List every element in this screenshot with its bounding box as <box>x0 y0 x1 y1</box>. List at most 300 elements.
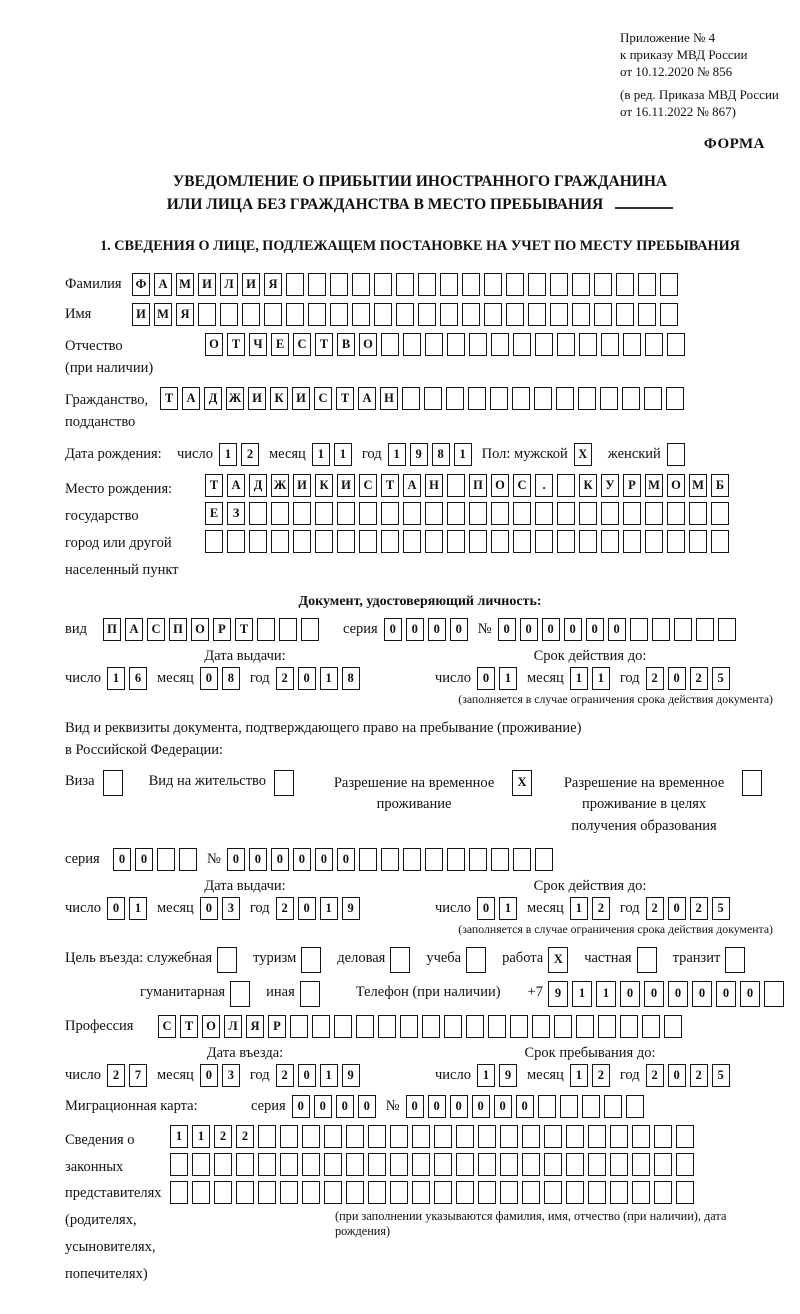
cell[interactable]: 1 <box>499 897 517 920</box>
cell[interactable] <box>630 618 648 641</box>
cell[interactable]: 1 <box>454 443 472 466</box>
cell[interactable] <box>500 1125 518 1148</box>
cell[interactable]: Т <box>336 387 354 410</box>
cell[interactable] <box>418 303 436 326</box>
cell[interactable] <box>566 1153 584 1176</box>
cell[interactable]: 1 <box>570 1064 588 1087</box>
identity-issue-day-cells[interactable] <box>107 667 151 690</box>
cell[interactable] <box>696 618 714 641</box>
cell[interactable]: Н <box>380 387 398 410</box>
cell[interactable]: Ж <box>271 474 289 497</box>
cell[interactable] <box>513 848 531 871</box>
cell[interactable] <box>192 1153 210 1176</box>
residence-valid-day-cells[interactable] <box>477 897 521 920</box>
cell[interactable]: А <box>182 387 200 410</box>
cell[interactable] <box>346 1153 364 1176</box>
cell[interactable] <box>412 1125 430 1148</box>
residence-issue-day-cells[interactable] <box>107 897 151 920</box>
cell[interactable]: 0 <box>692 981 712 1007</box>
cell[interactable]: 0 <box>113 848 131 871</box>
doc-seriya-cells[interactable] <box>384 618 472 641</box>
cell[interactable]: 1 <box>499 667 517 690</box>
cell[interactable]: Л <box>224 1015 242 1038</box>
residence-valid-year-cells[interactable] <box>646 897 734 920</box>
cell[interactable]: 0 <box>292 1095 310 1118</box>
cell[interactable] <box>301 947 321 973</box>
cell[interactable] <box>257 618 275 641</box>
cell[interactable] <box>346 1125 364 1148</box>
cell[interactable] <box>642 1015 660 1038</box>
cell[interactable] <box>644 387 662 410</box>
cell[interactable] <box>446 387 464 410</box>
identity-valid-month-cells[interactable] <box>570 667 614 690</box>
cell[interactable] <box>402 387 420 410</box>
cell[interactable] <box>594 303 612 326</box>
cell[interactable] <box>594 273 612 296</box>
cell[interactable] <box>242 303 260 326</box>
cell[interactable] <box>535 848 553 871</box>
sex-female-checkbox[interactable] <box>667 443 689 466</box>
cell[interactable] <box>330 303 348 326</box>
cell[interactable]: И <box>337 474 355 497</box>
cell[interactable] <box>623 502 641 525</box>
cell[interactable] <box>378 1015 396 1038</box>
sex-male-checkbox[interactable] <box>574 443 596 466</box>
cell[interactable] <box>572 273 590 296</box>
cell[interactable] <box>214 1153 232 1176</box>
cell[interactable] <box>654 1153 672 1176</box>
cell[interactable]: П <box>469 474 487 497</box>
cell[interactable] <box>718 618 736 641</box>
cell[interactable] <box>645 502 663 525</box>
cell[interactable]: О <box>667 474 685 497</box>
cell[interactable]: 1 <box>107 667 125 690</box>
cell[interactable]: О <box>191 618 209 641</box>
cell[interactable]: 0 <box>520 618 538 641</box>
cell[interactable] <box>588 1125 606 1148</box>
cell[interactable] <box>412 1181 430 1204</box>
cell[interactable] <box>170 1153 188 1176</box>
stay-day-cells[interactable] <box>477 1064 521 1087</box>
cell[interactable] <box>170 1181 188 1204</box>
cell[interactable] <box>293 502 311 525</box>
cell[interactable] <box>418 273 436 296</box>
cell[interactable] <box>560 1095 578 1118</box>
residence-issue-year-cells[interactable] <box>276 897 364 920</box>
cell[interactable]: 1 <box>170 1125 188 1148</box>
cell[interactable]: 0 <box>298 667 316 690</box>
cell[interactable]: 2 <box>236 1125 254 1148</box>
cell[interactable]: 0 <box>620 981 640 1007</box>
cell[interactable] <box>566 1125 584 1148</box>
cell[interactable] <box>711 502 729 525</box>
cell[interactable]: 0 <box>227 848 245 871</box>
cell[interactable]: В <box>337 333 355 356</box>
edu-permit-checkbox[interactable] <box>742 770 766 796</box>
cell[interactable]: 0 <box>135 848 153 871</box>
cell[interactable]: 0 <box>668 667 686 690</box>
cell[interactable]: 0 <box>472 1095 490 1118</box>
cell[interactable] <box>381 530 399 553</box>
cell[interactable]: 0 <box>608 618 626 641</box>
cell[interactable] <box>578 387 596 410</box>
cell[interactable] <box>588 1153 606 1176</box>
cell[interactable] <box>478 1153 496 1176</box>
cell[interactable] <box>522 1125 540 1148</box>
cell[interactable] <box>557 530 575 553</box>
cell[interactable]: 1 <box>192 1125 210 1148</box>
purpose-business-checkbox[interactable] <box>390 947 414 973</box>
cell[interactable]: 3 <box>222 897 240 920</box>
cell[interactable] <box>403 530 421 553</box>
cell[interactable]: И <box>292 387 310 410</box>
cell[interactable]: 2 <box>646 667 664 690</box>
cell[interactable]: 0 <box>298 897 316 920</box>
migration-card-number-cells[interactable] <box>406 1095 648 1118</box>
cell[interactable] <box>274 770 294 796</box>
cell[interactable] <box>264 303 282 326</box>
purpose-humanitarian-checkbox[interactable] <box>230 981 254 1007</box>
cell[interactable] <box>469 848 487 871</box>
cell[interactable] <box>689 502 707 525</box>
cell[interactable] <box>689 530 707 553</box>
residence-valid-month-cells[interactable] <box>570 897 614 920</box>
cell[interactable] <box>513 333 531 356</box>
cell[interactable] <box>337 502 355 525</box>
cell[interactable] <box>368 1181 386 1204</box>
cell[interactable]: 5 <box>712 1064 730 1087</box>
cell[interactable] <box>598 1015 616 1038</box>
cell[interactable] <box>512 387 530 410</box>
cell[interactable] <box>300 981 320 1007</box>
cell[interactable] <box>236 1153 254 1176</box>
cell[interactable]: А <box>358 387 376 410</box>
cell[interactable]: 0 <box>740 981 760 1007</box>
cell[interactable] <box>616 303 634 326</box>
cell[interactable] <box>198 303 216 326</box>
cell[interactable]: 5 <box>712 897 730 920</box>
cell[interactable] <box>588 1181 606 1204</box>
cell[interactable]: 2 <box>241 443 259 466</box>
cell[interactable] <box>469 333 487 356</box>
cell[interactable] <box>179 848 197 871</box>
cell[interactable]: 1 <box>570 667 588 690</box>
cell[interactable] <box>334 1015 352 1038</box>
cell[interactable]: 0 <box>406 1095 424 1118</box>
cell[interactable] <box>667 443 685 466</box>
purpose-private-checkbox[interactable] <box>637 947 661 973</box>
cell[interactable]: К <box>579 474 597 497</box>
cell[interactable] <box>293 530 311 553</box>
cell[interactable]: 0 <box>450 618 468 641</box>
cell[interactable]: О <box>205 333 223 356</box>
cell[interactable]: 2 <box>592 897 610 920</box>
cell[interactable]: 2 <box>690 1064 708 1087</box>
cell[interactable]: О <box>359 333 377 356</box>
cell[interactable]: З <box>227 502 245 525</box>
cell[interactable]: 9 <box>410 443 428 466</box>
cell[interactable]: Р <box>268 1015 286 1038</box>
cell[interactable]: 0 <box>200 897 218 920</box>
cell[interactable] <box>620 1015 638 1038</box>
representatives-row2-cells[interactable] <box>170 1153 775 1176</box>
cell[interactable]: 1 <box>320 897 338 920</box>
cell[interactable] <box>466 1015 484 1038</box>
cell[interactable] <box>214 1181 232 1204</box>
residence-issue-month-cells[interactable] <box>200 897 244 920</box>
cell[interactable] <box>390 1153 408 1176</box>
cell[interactable]: 2 <box>276 897 294 920</box>
cell[interactable] <box>447 530 465 553</box>
cell[interactable] <box>535 530 553 553</box>
birth-year-cells[interactable] <box>388 443 476 466</box>
cell[interactable] <box>601 333 619 356</box>
cell[interactable] <box>556 387 574 410</box>
entry-day-cells[interactable] <box>107 1064 151 1087</box>
cell[interactable]: 0 <box>271 848 289 871</box>
cell[interactable]: С <box>359 474 377 497</box>
cell[interactable] <box>279 618 297 641</box>
cell[interactable]: 1 <box>572 981 592 1007</box>
cell[interactable] <box>352 303 370 326</box>
cell[interactable] <box>528 303 546 326</box>
cell[interactable]: 1 <box>570 897 588 920</box>
purpose-work-checkbox[interactable] <box>548 947 572 973</box>
cell[interactable] <box>579 502 597 525</box>
cell[interactable]: Ч <box>249 333 267 356</box>
cell[interactable]: И <box>242 273 260 296</box>
cell[interactable] <box>324 1125 342 1148</box>
cell[interactable]: 9 <box>499 1064 517 1087</box>
cell[interactable]: X <box>512 770 532 796</box>
cell[interactable] <box>236 1181 254 1204</box>
cell[interactable] <box>302 1181 320 1204</box>
cell[interactable] <box>652 618 670 641</box>
cell[interactable] <box>478 1125 496 1148</box>
cell[interactable] <box>286 303 304 326</box>
cell[interactable]: 0 <box>406 618 424 641</box>
visa-checkbox[interactable] <box>103 770 127 796</box>
cell[interactable] <box>576 1015 594 1038</box>
cell[interactable] <box>469 530 487 553</box>
cell[interactable] <box>660 273 678 296</box>
cell[interactable] <box>271 502 289 525</box>
cell[interactable] <box>290 1015 308 1038</box>
cell[interactable] <box>500 1153 518 1176</box>
purpose-other-checkbox[interactable] <box>300 981 324 1007</box>
cell[interactable] <box>308 273 326 296</box>
cell[interactable] <box>544 1153 562 1176</box>
cell[interactable]: 1 <box>477 1064 495 1087</box>
cell[interactable]: 1 <box>320 1064 338 1087</box>
residence-number-cells[interactable] <box>227 848 557 871</box>
cell[interactable]: 1 <box>388 443 406 466</box>
cell[interactable] <box>550 273 568 296</box>
cell[interactable]: 7 <box>129 1064 147 1087</box>
cell[interactable] <box>456 1153 474 1176</box>
cell[interactable]: Р <box>623 474 641 497</box>
cell[interactable] <box>324 1153 342 1176</box>
cell[interactable] <box>280 1125 298 1148</box>
cell[interactable] <box>572 303 590 326</box>
cell[interactable] <box>579 333 597 356</box>
cell[interactable]: П <box>103 618 121 641</box>
cell[interactable]: Е <box>205 502 223 525</box>
cell[interactable] <box>522 1153 540 1176</box>
cell[interactable] <box>396 303 414 326</box>
cell[interactable] <box>632 1153 650 1176</box>
cell[interactable] <box>381 848 399 871</box>
cell[interactable] <box>217 947 237 973</box>
cell[interactable]: 0 <box>477 667 495 690</box>
cell[interactable] <box>301 618 319 641</box>
cell[interactable]: 0 <box>314 1095 332 1118</box>
cell[interactable] <box>513 502 531 525</box>
cell[interactable] <box>557 474 575 497</box>
cell[interactable]: С <box>147 618 165 641</box>
cell[interactable] <box>742 770 762 796</box>
firstname-cells[interactable] <box>132 303 682 326</box>
cell[interactable] <box>637 947 657 973</box>
cell[interactable] <box>601 502 619 525</box>
cell[interactable]: 0 <box>200 667 218 690</box>
cell[interactable] <box>488 1015 506 1038</box>
cell[interactable] <box>579 530 597 553</box>
cell[interactable] <box>638 273 656 296</box>
cell[interactable]: С <box>314 387 332 410</box>
cell[interactable]: И <box>293 474 311 497</box>
cell[interactable] <box>374 303 392 326</box>
cell[interactable] <box>258 1125 276 1148</box>
cell[interactable] <box>330 273 348 296</box>
cell[interactable] <box>654 1181 672 1204</box>
cell[interactable]: М <box>689 474 707 497</box>
purpose-tourism-checkbox[interactable] <box>301 947 325 973</box>
cell[interactable] <box>192 1181 210 1204</box>
cell[interactable] <box>666 387 684 410</box>
cell[interactable] <box>667 502 685 525</box>
cell[interactable]: П <box>169 618 187 641</box>
cell[interactable] <box>544 1181 562 1204</box>
cell[interactable] <box>535 333 553 356</box>
cell[interactable]: 2 <box>592 1064 610 1087</box>
cell[interactable]: Я <box>264 273 282 296</box>
cell[interactable] <box>286 273 304 296</box>
cell[interactable] <box>440 303 458 326</box>
cell[interactable]: Л <box>220 273 238 296</box>
surname-cells[interactable] <box>132 273 682 296</box>
cell[interactable] <box>632 1181 650 1204</box>
cell[interactable]: 1 <box>592 667 610 690</box>
cell[interactable] <box>484 303 502 326</box>
temp-permit-checkbox[interactable] <box>512 770 536 796</box>
phone-cells[interactable] <box>548 981 788 1007</box>
cell[interactable] <box>359 502 377 525</box>
cell[interactable]: Я <box>176 303 194 326</box>
cell[interactable] <box>535 502 553 525</box>
cell[interactable]: 0 <box>384 618 402 641</box>
cell[interactable] <box>258 1181 276 1204</box>
cell[interactable] <box>308 303 326 326</box>
cell[interactable] <box>258 1153 276 1176</box>
cell[interactable]: 1 <box>334 443 352 466</box>
cell[interactable] <box>645 530 663 553</box>
cell[interactable]: 9 <box>342 1064 360 1087</box>
cell[interactable]: Е <box>271 333 289 356</box>
cell[interactable]: 8 <box>432 443 450 466</box>
cell[interactable] <box>447 474 465 497</box>
cell[interactable]: 1 <box>596 981 616 1007</box>
cell[interactable] <box>390 1125 408 1148</box>
cell[interactable]: 2 <box>690 897 708 920</box>
cell[interactable] <box>302 1153 320 1176</box>
cell[interactable]: Т <box>315 333 333 356</box>
cell[interactable] <box>381 502 399 525</box>
cell[interactable] <box>610 1153 628 1176</box>
cell[interactable] <box>645 333 663 356</box>
cell[interactable]: 0 <box>337 848 355 871</box>
cell[interactable] <box>456 1125 474 1148</box>
cell[interactable]: 0 <box>494 1095 512 1118</box>
cell[interactable]: 0 <box>293 848 311 871</box>
cell[interactable] <box>447 848 465 871</box>
purpose-transit-checkbox[interactable] <box>725 947 749 973</box>
cell[interactable] <box>664 1015 682 1038</box>
cell[interactable] <box>280 1153 298 1176</box>
birthplace-row3-cells[interactable] <box>205 530 775 553</box>
cell[interactable] <box>220 303 238 326</box>
cell[interactable] <box>538 1095 556 1118</box>
cell[interactable]: Т <box>227 333 245 356</box>
cell[interactable] <box>638 303 656 326</box>
cell[interactable] <box>491 848 509 871</box>
cell[interactable] <box>425 333 443 356</box>
cell[interactable] <box>667 333 685 356</box>
cell[interactable] <box>447 333 465 356</box>
doc-number-cells[interactable] <box>498 618 740 641</box>
cell[interactable]: С <box>513 474 531 497</box>
cell[interactable] <box>359 530 377 553</box>
cell[interactable] <box>484 273 502 296</box>
cell[interactable] <box>490 387 508 410</box>
cell[interactable]: Д <box>249 474 267 497</box>
representatives-row3-cells[interactable] <box>170 1181 775 1204</box>
cell[interactable] <box>374 273 392 296</box>
cell[interactable] <box>491 530 509 553</box>
cell[interactable] <box>280 1181 298 1204</box>
cell[interactable] <box>368 1125 386 1148</box>
cell[interactable] <box>381 333 399 356</box>
cell[interactable]: X <box>574 443 592 466</box>
cell[interactable]: 0 <box>668 1064 686 1087</box>
cell[interactable] <box>725 947 745 973</box>
cell[interactable]: Т <box>235 618 253 641</box>
cell[interactable] <box>711 530 729 553</box>
doc-kind-cells[interactable] <box>103 618 323 641</box>
cell[interactable]: У <box>601 474 619 497</box>
cell[interactable] <box>600 387 618 410</box>
entry-month-cells[interactable] <box>200 1064 244 1087</box>
cell[interactable]: 0 <box>516 1095 534 1118</box>
cell[interactable] <box>315 530 333 553</box>
cell[interactable] <box>513 530 531 553</box>
cell[interactable]: 0 <box>315 848 333 871</box>
cell[interactable] <box>623 530 641 553</box>
cell[interactable] <box>444 1015 462 1038</box>
cell[interactable]: Б <box>711 474 729 497</box>
identity-issue-year-cells[interactable] <box>276 667 364 690</box>
cell[interactable] <box>227 530 245 553</box>
